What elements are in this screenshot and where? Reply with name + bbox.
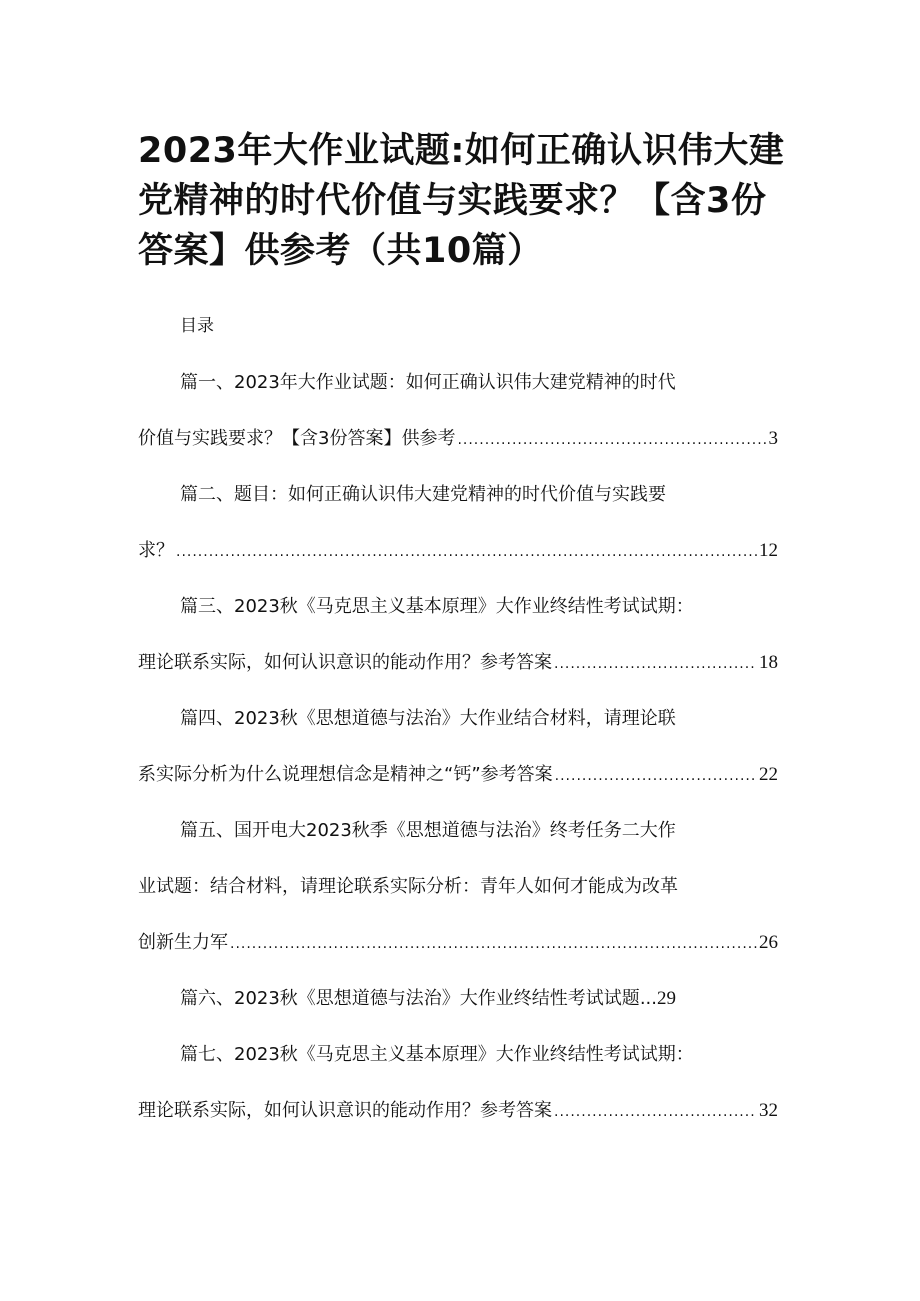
toc-page-number: 26	[759, 932, 778, 953]
toc-entry-text: 篇二、题目：如何正确认识伟大建党精神的时代价值与实践要	[180, 484, 666, 505]
toc-entry-text: 求？	[138, 540, 174, 561]
toc-entry-text: 篇四、2023秋《思想道德与法治》大作业结合材料，请理论联	[180, 708, 676, 729]
toc-entry-text: 篇一、2023年大作业试题：如何正确认识伟大建党精神的时代	[180, 372, 676, 393]
document-title: 2023年大作业试题:如何正确认识伟大建党精神的时代价值与实践要求？【含3份答案】供参考（共10篇）	[138, 131, 785, 271]
toc-entry[interactable]	[138, 467, 778, 579]
toc-entry-text: 篇六、2023秋《思想道德与法治》大作业终结性考试试题	[180, 988, 640, 1009]
toc-heading: 目录	[180, 316, 214, 336]
dot-leader	[457, 412, 766, 467]
toc-entry-text: 篇三、2023秋《马克思主义基本原理》大作业终结性考试试期：	[180, 596, 694, 617]
toc-entry-text: 系实际分析为什么说理想信念是精神之“钙”参考答案	[138, 764, 553, 785]
toc-page-number: 3	[768, 428, 778, 449]
toc-entry[interactable]	[138, 971, 778, 1027]
toc-entry[interactable]	[138, 803, 778, 971]
toc-entry-text: 业试题：结合材料，请理论联系实际分析：青年人如何才能成为改革	[138, 876, 678, 897]
dot-leader	[555, 748, 757, 803]
toc-page-number: 29	[656, 988, 676, 1009]
toc-page-number: 18	[759, 652, 778, 673]
toc-page-number: 22	[759, 764, 778, 785]
toc-entry[interactable]	[138, 355, 778, 467]
toc-entry-text: 理论联系实际，如何认识意识的能动作用？参考答案	[138, 1100, 552, 1121]
toc-entry[interactable]	[138, 1027, 778, 1139]
toc-entry[interactable]	[138, 579, 778, 691]
toc-entry-text: 创新生力军	[138, 932, 228, 953]
toc-page-number: 12	[759, 540, 778, 561]
toc-entry[interactable]	[138, 691, 778, 803]
dot-leader: ...	[639, 988, 657, 1009]
dot-leader	[230, 916, 757, 971]
toc-page-number: 32	[759, 1100, 778, 1121]
table-of-contents	[138, 355, 778, 1139]
dot-leader	[554, 636, 757, 691]
toc-entry-text: 价值与实践要求？【含3份答案】供参考	[138, 428, 456, 449]
dot-leader	[554, 1084, 757, 1139]
dot-leader	[176, 524, 757, 579]
toc-entry-text: 篇七、2023秋《马克思主义基本原理》大作业终结性考试试期：	[180, 1044, 694, 1065]
toc-entry-text: 理论联系实际，如何认识意识的能动作用？参考答案	[138, 652, 552, 673]
toc-entry-text: 篇五、国开电大2023秋季《思想道德与法治》终考任务二大作	[180, 820, 676, 841]
